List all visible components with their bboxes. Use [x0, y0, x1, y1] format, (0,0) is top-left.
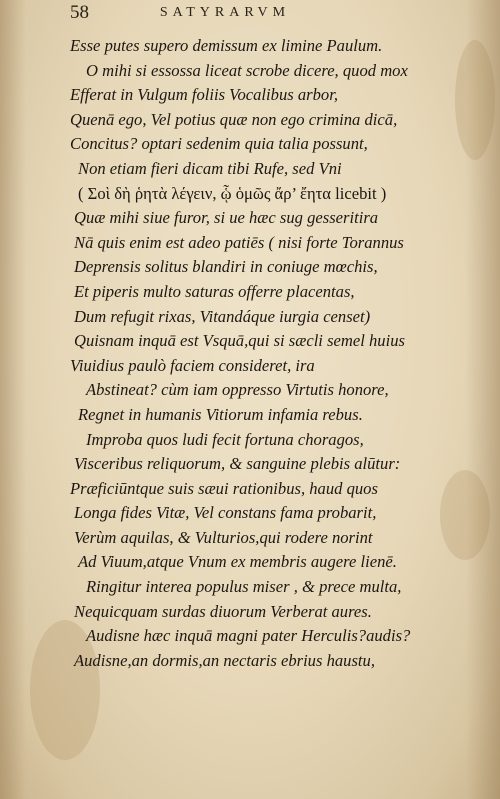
running-head: SATYRARVM — [159, 5, 291, 20]
verse-line: Verùm aquilas, & Vulturios,qui rodere norint — [74, 527, 373, 547]
page-header — [70, 2, 380, 26]
verse-block — [70, 34, 480, 673]
verse-line: Præficiūntque suis sæui rationibus, haud quos — [70, 478, 378, 498]
verse-line: Dum refugit rixas, Vitandáque iurgia censet) — [74, 306, 371, 326]
verse-line: Non etiam fieri dicam tibi Rufe, sed Vni — [78, 158, 342, 178]
verse-line: Audisne,an dormis,an nectaris ebrius haustu, — [74, 650, 375, 670]
verse-line: Abstineat? cùm iam oppresso Virtutis honore, — [86, 380, 389, 400]
verse-line: Quenā ego, Vel potius quæ non ego crimina dicā, — [70, 109, 398, 129]
verse-line: Quæ mihi siue furor, si ue hæc sug gesseritira — [74, 208, 379, 228]
verse-line: Longa fides Vitæ, Vel constans fama probarit, — [74, 503, 377, 523]
verse-line: ( Σοὶ δὴ ῥητὰ λέγειν, ᾧ ὁμῶς ἄρ’ ἔητα licebit ) — [78, 183, 387, 203]
verse-line: Quisnam inquā est Vsquā,qui si sæcli semel huius — [74, 331, 405, 351]
verse-line: Nequicquam surdas diuorum Verberat aures. — [74, 601, 372, 621]
verse-line: Ringitur interea populus miser , & prece multa, — [86, 577, 402, 597]
verse-line: Deprensis solitus blandiri in coniuge mœchis, — [74, 257, 378, 277]
verse-line: Esse putes supero demissum ex limine Paulum. — [70, 36, 383, 55]
verse-line: Et piperis multo saturas offerre placentas, — [74, 281, 355, 301]
page-number: 58 — [70, 2, 89, 23]
verse-line: O mihi si essossa liceat scrobe dicere, quod mox — [86, 60, 408, 80]
verse-line: Regnet in humanis Vitiorum infamia rebus. — [78, 404, 363, 424]
page-gutter-shadow — [0, 0, 26, 799]
verse-line: Concitus? optari sedenim quia talia possunt, — [70, 134, 368, 154]
verse-line: Efferat in Vulgum foliis Vocalibus arbor, — [70, 85, 338, 105]
verse-line: Improba quos ludi fecit fortuna choragos, — [86, 429, 364, 449]
verse-line: Audisne hæc inquā magni pater Herculis?audis? — [86, 626, 411, 646]
verse-line: Nā quis enim est adeo patiēs ( nisi forte Torannus — [74, 232, 404, 252]
verse-line: Visceribus reliquorum, & sanguine plebis alūtur: — [74, 454, 401, 474]
verse-line: Viuidius paulò faciem consideret, ira — [70, 355, 315, 375]
verse-line: Ad Viuum,atque Vnum ex membris augere lienē. — [78, 552, 397, 572]
